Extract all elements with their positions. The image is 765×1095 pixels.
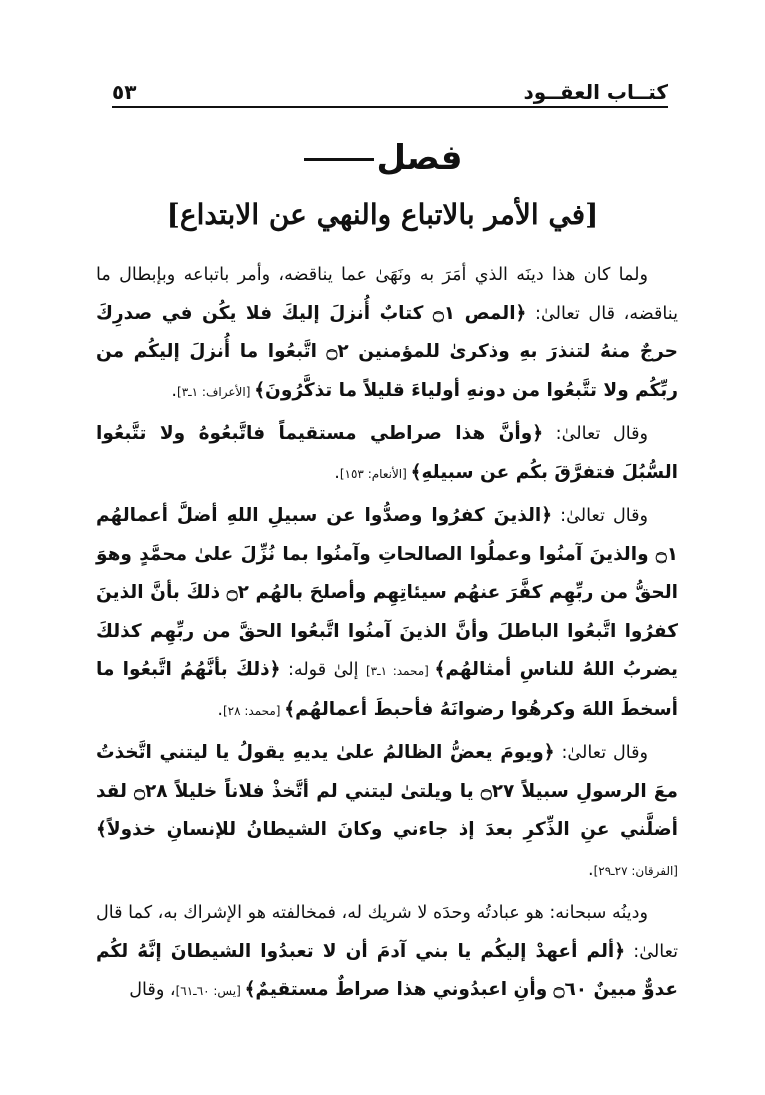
body-text-segment: وقال تعالىٰ: <box>552 506 648 526</box>
quran-verse: ﴿وأنَّ هذا صراطي مستقيماً فاتَّبعُوهُ ولا تتَّبعُوا السُّبُلَ فتفرَّقَ بكُم عن سبيلهِ﴾ <box>96 423 678 483</box>
paragraph <box>96 415 678 493</box>
body-text-segment: . <box>334 462 340 483</box>
paragraph <box>96 256 678 411</box>
section-title <box>0 138 765 178</box>
paragraph <box>96 734 678 890</box>
paragraph <box>96 894 678 1011</box>
body-text-segment: وقال تعالىٰ: <box>554 743 648 763</box>
verse-reference: [محمد: ١ـ٣] <box>365 664 435 678</box>
quran-verse: ﴿ذلكَ بأنَّهُمُ اتَّبعُوا ما أسخطَ اللهَ وكرهُوا رضوانَهُ فأحبطَ أعمالهُم﴾ <box>96 659 678 720</box>
verse-reference: [الفرقان: ٢٧ـ٢٩] <box>593 863 678 878</box>
body-text-segment: . <box>217 699 223 720</box>
section-title-text: فصل <box>376 138 463 178</box>
body-text-segment: ولما كان هذا دينَه الذي أمَرَ به ونَهَىٰ عما يناقضه، وأمر باتباعه وبإبطال ما يناقضه، قال تعالىٰ: <box>96 265 678 324</box>
body-text-segment: إلىٰ قوله: <box>280 660 366 680</box>
verse-reference: [يس: ٦٠ـ٦١] <box>175 984 245 998</box>
verse-reference: [الأنعام: ١٥٣] <box>339 466 411 481</box>
running-head: كتــاب العقــود <box>523 80 668 104</box>
section-subtitle: [في الأمر بالاتباع والنهي عن الابتداع] <box>166 198 599 231</box>
title-underline <box>304 158 374 161</box>
verse-reference: [الأعراف: ١ـ٣] <box>177 384 255 399</box>
quran-verse: ﴿المص ۝١ كتابٌ أُنزلَ إليكَ فلا يكُن في صدرِكَ حرجٌ منهُ لتنذرَ بهِ وذكرىٰ للمؤمنين ۝٢ اتَّبعُوا ما أُنزلَ إليكُم من ربِّكُم ولا تتَّبعُوا من دونهِ أولياءَ قليلاً ما تذكَّرُونَ﴾ <box>96 302 678 401</box>
quran-verse: ﴿ألم أعهدْ إليكُم يا بني آدمَ أن لا تعبدُوا الشيطانَ إنَّهُ لكُم عدوٌّ مبينٌ ۝٦٠ وأنِ اعبدُوني هذا صراطٌ مستقيمٌ﴾ <box>96 940 678 1000</box>
page-number: ٥٣ <box>112 80 137 104</box>
body-text-segment: ودينُه سبحانه: هو عبادتُه وحدَه لا شريك له، فمخالفته هو الإشراك به، كما قال تعالىٰ: <box>96 903 678 962</box>
quran-verse: ﴿ويومَ يعضُّ الظالمُ علىٰ يديهِ يقولُ يا ليتني اتَّخذتُ معَ الرسولِ سبيلاً ۝٢٧ يا ويلتىٰ ليتني لم أتَّخذْ فلاناً خليلاً ۝٢٨ لقد أضلَّني عنِ الذِّكرِ بعدَ إذ جاءني وكانَ الشيطانُ للإنسانِ خذولاً﴾ <box>96 742 678 840</box>
body-text-segment: ، وقال <box>129 980 176 1000</box>
body-text <box>96 256 678 1015</box>
body-text-segment: وقال تعالىٰ: <box>543 424 648 444</box>
paragraph <box>96 497 678 730</box>
page-header <box>112 62 668 108</box>
body-text-segment: . <box>587 859 594 880</box>
quran-verse: ﴿الذينَ كفرُوا وصدُّوا عن سبيلِ اللهِ أضلَّ أعمالهُم ۝١ والذينَ آمنُوا وعملُوا الصالحاتِ وآمنُوا بما نُزِّلَ علىٰ محمَّدٍ وهوَ الحقُّ من ربِّهِم كفَّرَ عنهُم سيئاتِهِم وأصلحَ بالهُم ۝٢ ذلكَ بأنَّ الذينَ كفرُوا اتَّبعُوا الباطلَ وأنَّ الذينَ آمنُوا اتَّبعُوا الحقَّ من ربِّهِم كذلكَ يضربُ اللهُ للناسِ أمثالهُم﴾ <box>96 505 678 680</box>
body-text-segment: . <box>171 380 177 401</box>
verse-reference: [محمد: ٢٨] <box>222 703 285 718</box>
